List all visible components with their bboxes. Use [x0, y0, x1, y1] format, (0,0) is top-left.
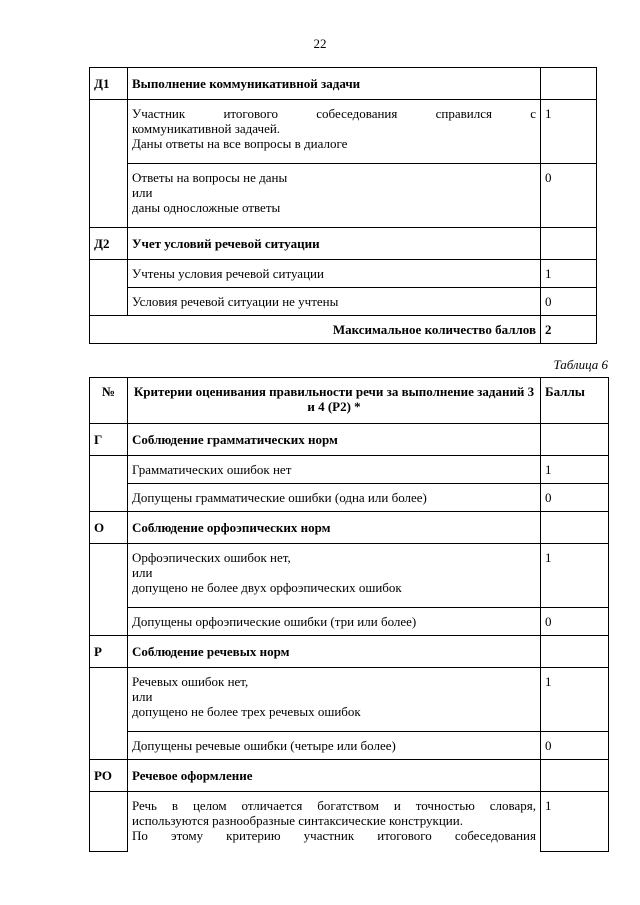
option-line: даны односложные ответы	[132, 200, 281, 215]
option-row	[90, 668, 609, 732]
criterion-row-r	[90, 636, 609, 668]
option-text: Допущены орфоэпические ошибки (три или более)	[128, 608, 541, 636]
option-text: Условия речевой ситуации не учтены	[128, 288, 541, 316]
option-line: или	[132, 565, 153, 580]
criterion-title: Соблюдение орфоэпических норм	[128, 512, 541, 544]
option-score: 1	[541, 668, 609, 732]
max-score-label: Максимальное количество баллов	[90, 316, 541, 344]
option-line: или	[132, 689, 153, 704]
option-row	[90, 732, 609, 760]
criterion-title: Речевое оформление	[128, 760, 541, 792]
page-number: 22	[313, 36, 327, 51]
option-line: Орфоэпических ошибок нет,	[132, 550, 291, 565]
option-score: 0	[541, 608, 609, 636]
criterion-code: Д1	[90, 68, 128, 100]
option-text: Допущены грамматические ошибки (одна или более)	[128, 484, 541, 512]
header-score: Баллы	[541, 378, 609, 424]
option-score: 0	[541, 732, 609, 760]
criterion-row-o	[90, 512, 609, 544]
option-line: допущено не более трех речевых ошибок	[132, 704, 361, 719]
option-text	[128, 544, 541, 608]
header-criteria: Критерии оценивания правильности речи за выполнение заданий 3 и 4 (Р2) *	[128, 378, 541, 424]
option-text	[128, 164, 541, 228]
option-line: Даны ответы на все вопросы в диалоге	[132, 136, 348, 151]
criterion-title: Соблюдение грамматических норм	[128, 424, 541, 456]
option-text: Учтены условия речевой ситуации	[128, 260, 541, 288]
criterion-title: Выполнение коммуникативной задачи	[128, 68, 541, 100]
option-row	[90, 100, 597, 164]
option-text	[128, 100, 541, 164]
speech-criteria-table	[89, 377, 609, 852]
criterion-code: Р	[90, 636, 128, 668]
option-score: 1	[541, 260, 597, 288]
option-score: 1	[541, 456, 609, 484]
option-line: допущено не более двух орфоэпических ошибок	[132, 580, 402, 595]
option-score: 1	[541, 544, 609, 608]
max-score-value: 2	[541, 316, 597, 344]
option-row	[90, 288, 597, 316]
criterion-row-ro	[90, 760, 609, 792]
option-score: 0	[541, 164, 597, 228]
option-row	[90, 484, 609, 512]
option-text: Грамматических ошибок нет	[128, 456, 541, 484]
criterion-code: Д2	[90, 228, 128, 260]
criterion-title: Учет условий речевой ситуации	[128, 228, 541, 260]
option-row	[90, 456, 609, 484]
criterion-code: РО	[90, 760, 128, 792]
header-row	[90, 378, 609, 424]
criterion-row-g	[90, 424, 609, 456]
option-line: По этому критерию участник итогового собеседования	[132, 828, 536, 843]
option-line: коммуникативной задачей.	[132, 121, 281, 136]
criterion-code: О	[90, 512, 128, 544]
option-text	[128, 792, 541, 852]
criterion-title: Соблюдение речевых норм	[128, 636, 541, 668]
code-cell-empty	[90, 544, 128, 636]
option-row	[90, 544, 609, 608]
option-score: 0	[541, 484, 609, 512]
option-score: 0	[541, 288, 597, 316]
header-num: №	[90, 378, 128, 424]
table-caption: Таблица 6	[553, 357, 608, 372]
code-cell-empty	[90, 668, 128, 760]
option-line: Речь в целом отличается богатством и точностью словаря,	[132, 798, 536, 813]
score-cell-empty	[541, 424, 609, 456]
criterion-row-d1	[90, 68, 597, 100]
code-cell-empty	[90, 792, 128, 852]
score-cell-empty	[541, 68, 597, 100]
score-cell-empty	[541, 228, 597, 260]
option-line: Ответы на вопросы не даны	[132, 170, 288, 185]
code-cell-empty	[90, 260, 128, 316]
option-row	[90, 608, 609, 636]
option-row	[90, 260, 597, 288]
option-text	[128, 668, 541, 732]
option-row	[90, 164, 597, 228]
criterion-row-d2	[90, 228, 597, 260]
option-score: 1	[541, 792, 609, 852]
code-cell-empty	[90, 456, 128, 512]
option-line: Речевых ошибок нет,	[132, 674, 249, 689]
score-cell-empty	[541, 760, 609, 792]
score-cell-empty	[541, 512, 609, 544]
option-row	[90, 792, 609, 852]
dialogue-criteria-table	[89, 67, 597, 344]
option-text: Допущены речевые ошибки (четыре или более)	[128, 732, 541, 760]
option-line: или	[132, 185, 153, 200]
max-score-row	[90, 316, 597, 344]
option-line: используются разнообразные синтаксические конструкции.	[132, 813, 463, 828]
code-cell-empty	[90, 100, 128, 228]
score-cell-empty	[541, 636, 609, 668]
option-line: Участник итогового собеседования справился с	[132, 106, 536, 121]
option-score: 1	[541, 100, 597, 164]
criterion-code: Г	[90, 424, 128, 456]
